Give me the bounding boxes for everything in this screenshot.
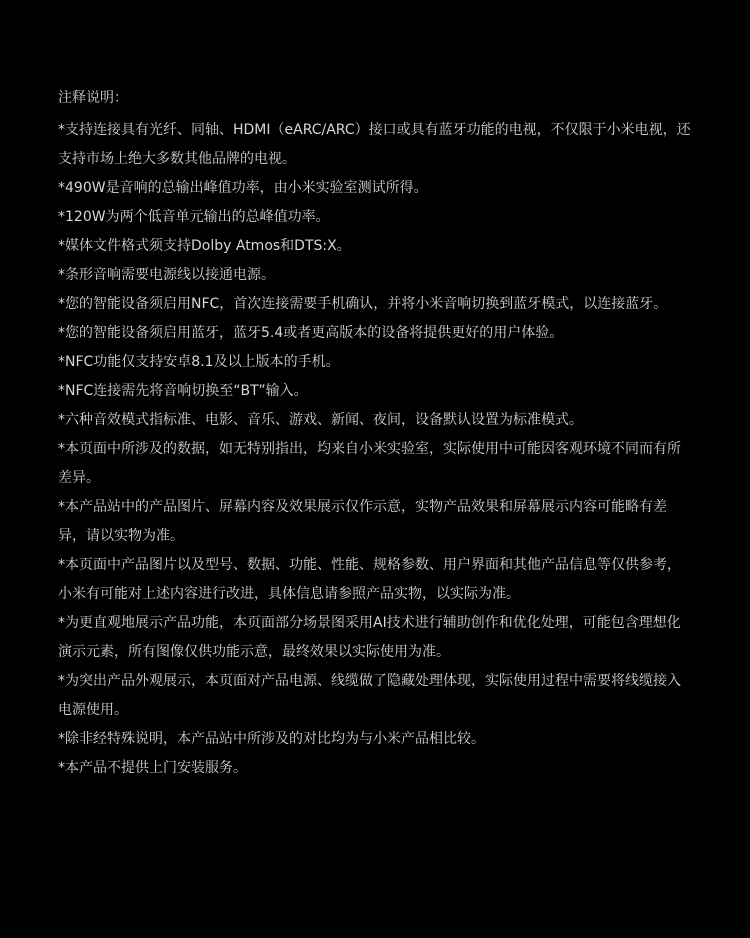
note-item: *本页面中所涉及的数据，如无特别指出，均来自小米实验室，实际使用中可能因客观环境不同而有所差异。 <box>58 441 681 486</box>
notes-list <box>58 116 694 783</box>
note-item: *NFC连接需先将音响切换至“BT”输入。 <box>58 383 308 399</box>
note-item: *490W是音响的总输出峰值功率，由小米实验室测试所得。 <box>58 180 428 196</box>
note-item: *媒体文件格式须支持Dolby Atmos和DTS:X。 <box>58 238 351 254</box>
note-item: *您的智能设备须启用蓝牙，蓝牙5.4或者更高版本的设备将提供更好的用户体验。 <box>58 325 564 341</box>
note-item: *除非经特殊说明，本产品站中所涉及的对比均为与小米产品相比较。 <box>58 731 485 747</box>
note-item: *120W为两个低音单元输出的总峰值功率。 <box>58 209 330 225</box>
note-item: *条形音响需要电源线以接通电源。 <box>58 267 275 283</box>
note-item: *NFC功能仅支持安卓8.1及以上版本的手机。 <box>58 354 340 370</box>
note-item: *为突出产品外观展示，本页面对产品电源、线缆做了隐藏处理体现，实际使用过程中需要将线缆接入电源使用。 <box>58 673 681 718</box>
note-item: *本产品站中的产品图片、屏幕内容及效果展示仅作示意，实物产品效果和屏幕展示内容可能略有差异，请以实物为准。 <box>58 499 667 544</box>
note-item: *您的智能设备须启用NFC，首次连接需要手机确认，并将小米音响切换到蓝牙模式，以连接蓝牙。 <box>58 296 668 312</box>
note-item: *为更直观地展示产品功能，本页面部分场景图采用AI技术进行辅助创作和优化处理，可能包含理想化演示元素，所有图像仅供功能示意，最终效果以实际使用为准。 <box>58 615 681 660</box>
note-item: *本产品不提供上门安装服务。 <box>58 760 247 776</box>
note-item: *支持连接具有光纤、同轴、HDMI（eARC/ARC）接口或具有蓝牙功能的电视，不仅限于小米电视，还支持市场上绝大多数其他品牌的电视。 <box>58 122 691 167</box>
notes-title: 注释说明： <box>58 90 128 106</box>
note-item: *六种音效模式指标准、电影、音乐、游戏、新闻、夜间，设备默认设置为标准模式。 <box>58 412 583 428</box>
note-item: *本页面中产品图片以及型号、数据、功能、性能、规格参数、用户界面和其他产品信息等仅供参考，小米有可能对上述内容进行改进，具体信息请参照产品实物，以实际为准。 <box>58 557 681 602</box>
